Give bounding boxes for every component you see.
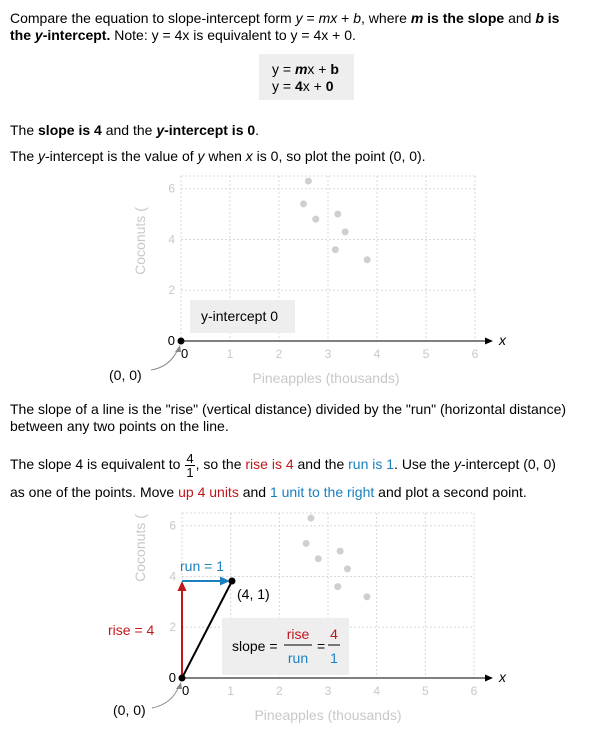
se-6: -intercept (0, 0) bbox=[460, 456, 556, 473]
y-tick-label: 4 bbox=[168, 232, 175, 247]
eqbox-4: 4 bbox=[294, 78, 303, 94]
intercept-explanation bbox=[10, 148, 426, 165]
frac-run: run bbox=[287, 650, 309, 666]
mv-1: as one of the points. Move bbox=[10, 484, 179, 500]
x-tick-label: 6 bbox=[470, 684, 478, 698]
x-axis-label: Pineapples (thousands) bbox=[254, 707, 402, 723]
background-point bbox=[303, 540, 310, 547]
x-tick-label: 1 bbox=[227, 684, 235, 698]
mv-3: and plot a second point. bbox=[374, 484, 527, 500]
y-tick-label: 6 bbox=[169, 518, 176, 533]
se-4: . Use the bbox=[394, 456, 454, 473]
it-y: y bbox=[38, 148, 46, 164]
mv-right: 1 unit to the right bbox=[269, 484, 375, 500]
y-intercept-point bbox=[178, 338, 185, 345]
background-point bbox=[305, 178, 312, 185]
eqbox-y2: y = bbox=[272, 78, 295, 94]
it-5: when bbox=[204, 148, 246, 164]
eq-equals: = bbox=[302, 10, 319, 26]
se-1: The slope 4 is equivalent to bbox=[10, 456, 185, 473]
slope-word: slope = bbox=[232, 638, 278, 654]
pointer-arrow bbox=[151, 349, 178, 370]
bold-b: b bbox=[535, 10, 544, 26]
frac-rise: rise bbox=[286, 626, 310, 642]
background-point bbox=[364, 256, 371, 263]
intro-text: Compare the equation to slope-intercept form bbox=[10, 10, 296, 26]
se-3: and the bbox=[293, 456, 349, 473]
eq-x: x bbox=[330, 10, 338, 26]
mv-up: up 4 units bbox=[178, 484, 239, 500]
y-tick-label: 2 bbox=[168, 283, 175, 298]
eq-y: y bbox=[295, 10, 303, 26]
equation-specific bbox=[272, 78, 334, 94]
intro-line-1 bbox=[10, 10, 559, 27]
y-axis-label: Coconuts ( bbox=[132, 514, 148, 582]
background-point bbox=[332, 246, 339, 253]
st-1: The bbox=[10, 122, 39, 138]
x-tick-label: 3 bbox=[324, 347, 332, 361]
mv-2: and bbox=[238, 484, 270, 500]
slope-definition-line-2: between any two points on the line. bbox=[10, 418, 229, 434]
eqbox-m: m bbox=[294, 61, 308, 77]
it-7: is 0, so plot the point (0, 0). bbox=[252, 148, 426, 164]
x-tick-label: 2 bbox=[275, 347, 283, 361]
x-tick-label: 5 bbox=[421, 684, 429, 698]
note-eq2: y = 4x + 0. bbox=[290, 27, 356, 43]
x-tick-label: 2 bbox=[275, 684, 283, 698]
eqbox-x2: x + bbox=[302, 78, 326, 94]
fraction-4-over-1 bbox=[185, 452, 194, 479]
chart-1-intercept bbox=[0, 165, 616, 390]
rise-arrow-icon bbox=[178, 581, 187, 591]
st-period: . bbox=[255, 122, 260, 138]
slope-equivalence bbox=[10, 452, 556, 479]
background-point bbox=[334, 583, 341, 590]
pointer-arrow-icon bbox=[176, 682, 182, 689]
intro-and: and bbox=[504, 10, 536, 26]
eqbox-x1: x + bbox=[307, 61, 331, 77]
st-y: y bbox=[156, 122, 165, 138]
se-den: 1 bbox=[186, 465, 194, 480]
se-2: , so the bbox=[195, 456, 246, 473]
it-1: The bbox=[10, 148, 39, 164]
note-label: Note: bbox=[110, 27, 152, 43]
chart-2-slope bbox=[0, 505, 616, 729]
bold-slope: is the slope bbox=[423, 10, 505, 26]
st-intercept: -intercept is 0 bbox=[164, 122, 256, 138]
run-label: run = 1 bbox=[180, 558, 224, 574]
background-point bbox=[300, 200, 307, 207]
x-tick-label: 5 bbox=[422, 347, 430, 361]
background-point bbox=[307, 515, 314, 522]
eqbox-y1: y = bbox=[272, 61, 295, 77]
it-x: x bbox=[245, 148, 253, 164]
background-point bbox=[315, 555, 322, 562]
x-axis-label: Pineapples (thousands) bbox=[252, 370, 400, 386]
second-point-label: (4, 1) bbox=[237, 586, 270, 602]
x-tick-label: 6 bbox=[471, 347, 479, 361]
intro-where: , where bbox=[361, 10, 411, 26]
background-point bbox=[334, 211, 341, 218]
x-tick-label: 4 bbox=[373, 684, 381, 698]
second-point bbox=[229, 578, 236, 585]
y-tick-label: 2 bbox=[169, 620, 176, 635]
x-tick-label: 1 bbox=[226, 347, 234, 361]
frac-1: 1 bbox=[330, 650, 338, 666]
st-and: and the bbox=[101, 122, 157, 138]
equation-box bbox=[259, 54, 354, 100]
move-instructions bbox=[10, 484, 527, 501]
x-tick-label: 0 bbox=[181, 346, 189, 361]
slope-intercept-statement bbox=[10, 122, 259, 139]
y-intercept-callout-text: y-intercept 0 bbox=[201, 308, 279, 324]
background-point bbox=[344, 565, 351, 572]
rise-label: rise = 4 bbox=[108, 622, 155, 638]
eqbox-0: 0 bbox=[325, 78, 334, 94]
y-tick-label: 4 bbox=[169, 569, 176, 584]
x-axis-var: x bbox=[499, 669, 506, 685]
eqbox-b: b bbox=[330, 61, 339, 77]
note-mid: is equivalent to bbox=[189, 27, 291, 43]
x-axis-var: x bbox=[499, 332, 506, 348]
y-tick-label: 0 bbox=[168, 670, 176, 685]
x-tick-label: 0 bbox=[182, 683, 190, 698]
it-y2: y bbox=[197, 148, 205, 164]
se-run: run is 1 bbox=[348, 456, 395, 473]
eq-plus: + bbox=[337, 10, 354, 26]
eq-m: m bbox=[318, 10, 331, 26]
slope-definition-line-1: The slope of a line is the "rise" (vertical distance) divided by the "run" (horizontal distance) bbox=[10, 401, 567, 417]
pointer-arrow-icon bbox=[175, 345, 181, 352]
bold-is: is bbox=[543, 10, 560, 26]
it-3: -intercept is the value of bbox=[45, 148, 198, 164]
background-point bbox=[363, 593, 370, 600]
y-tick-label: 0 bbox=[167, 333, 175, 348]
frac-4: 4 bbox=[330, 626, 338, 642]
x-tick-label: 4 bbox=[373, 347, 381, 361]
bold-y: y bbox=[34, 27, 43, 43]
se-rise: rise is 4 bbox=[245, 456, 294, 473]
x-axis-arrow-icon bbox=[485, 675, 493, 682]
y-tick-label: 6 bbox=[168, 181, 175, 196]
note-eq1: y = 4x bbox=[151, 27, 190, 43]
bold-intercept: -intercept. bbox=[42, 27, 111, 43]
background-point bbox=[337, 548, 344, 555]
origin-label: (0, 0) bbox=[113, 702, 146, 718]
equation-general bbox=[272, 61, 339, 77]
origin-point bbox=[179, 675, 186, 682]
intro-line-2 bbox=[10, 27, 356, 44]
background-point bbox=[342, 228, 349, 235]
bold-m: m bbox=[410, 10, 424, 26]
y-axis-label: Coconuts ( bbox=[132, 207, 148, 275]
origin-label: (0, 0) bbox=[109, 367, 142, 383]
bold-the: the bbox=[10, 27, 35, 43]
x-axis-arrow-icon bbox=[485, 338, 493, 345]
eq-b: b bbox=[353, 10, 362, 26]
slope-equals: = bbox=[317, 638, 326, 654]
x-tick-label: 3 bbox=[324, 684, 332, 698]
background-point bbox=[312, 216, 319, 223]
se-num: 4 bbox=[186, 451, 194, 466]
se-y: y bbox=[453, 456, 461, 473]
st-slope: slope is 4 bbox=[38, 122, 102, 138]
pointer-arrow bbox=[152, 686, 179, 708]
